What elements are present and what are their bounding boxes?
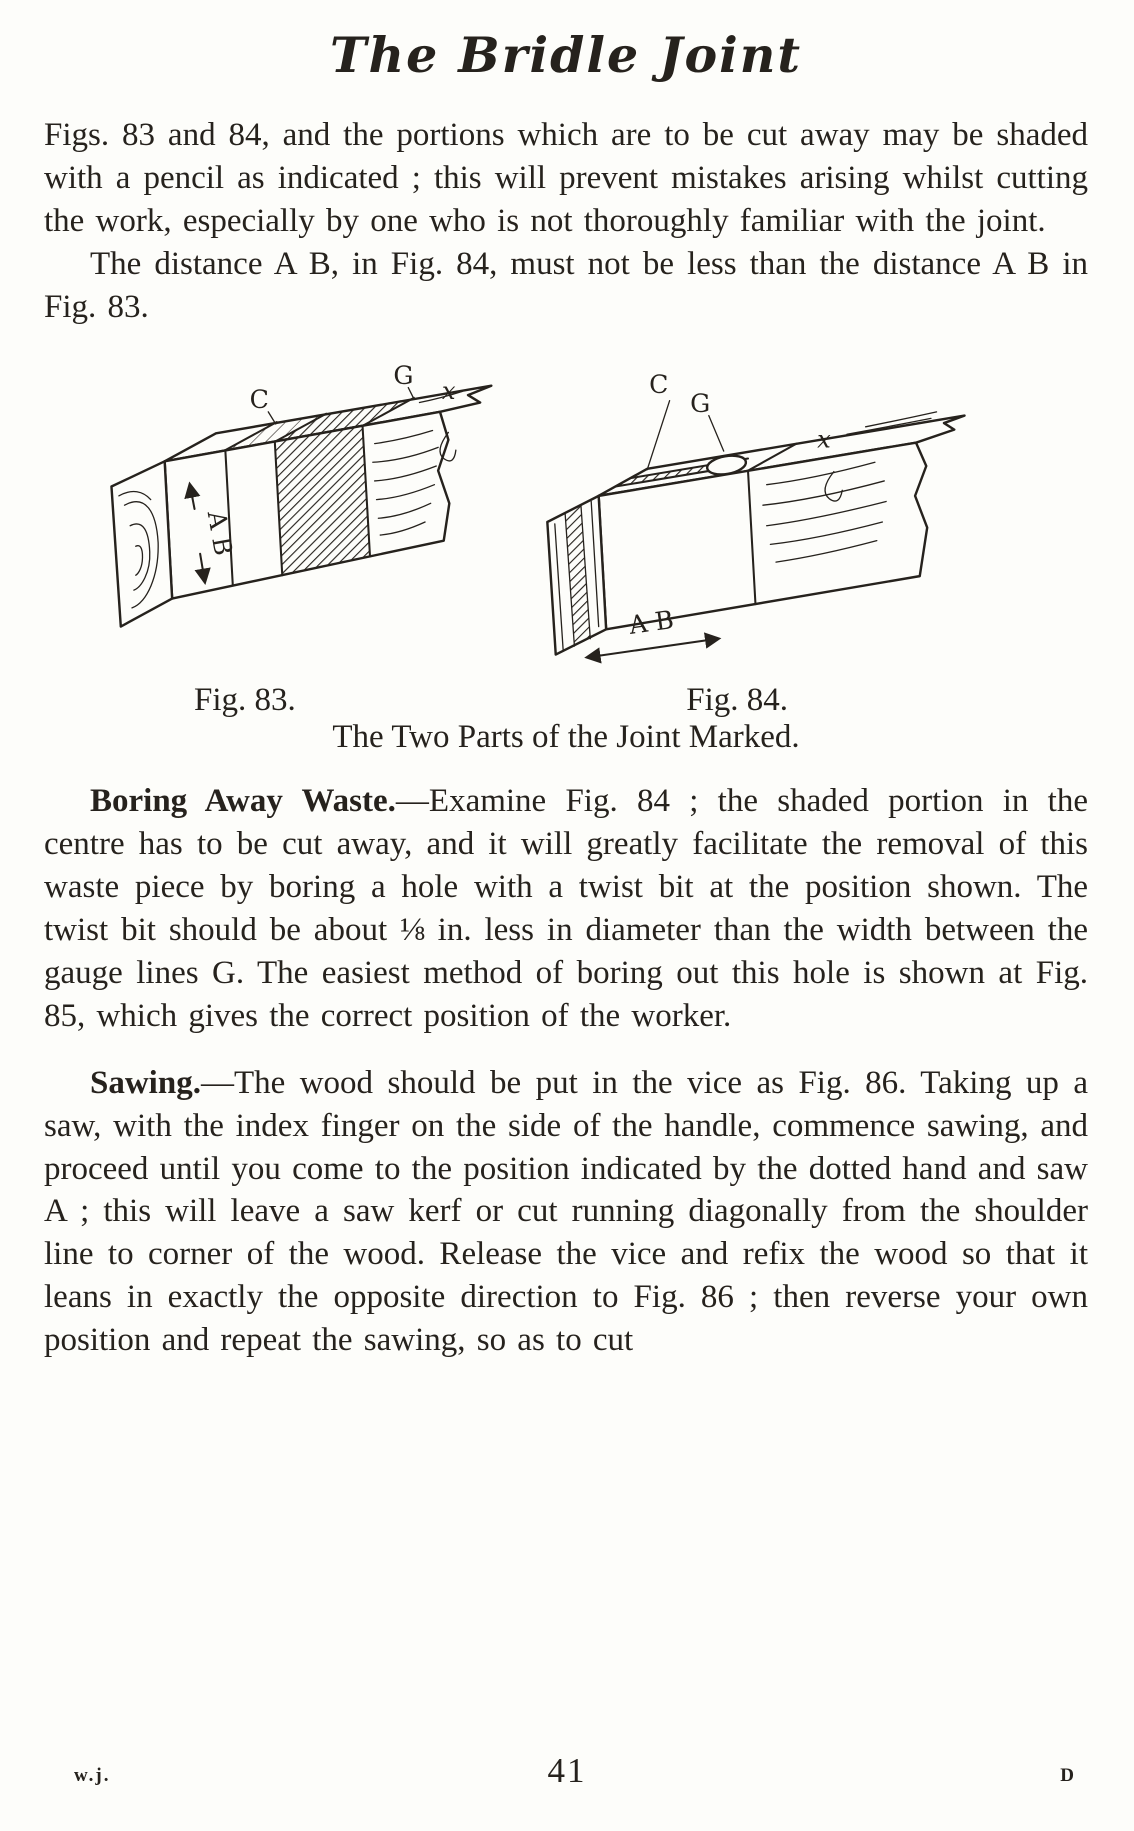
paragraph-boring xyxy=(44,780,1088,1037)
figure-captions xyxy=(44,682,1088,719)
sawing-body: —The wood should be put in the vice as Fig. 86. Taking up a saw, with the index finger on the side of the handle, commence sawing, and proceed until you come to the position indicated by the dotted hand and saw A ; this will leave a saw kerf or cut running diagonally from the shoulder line to corner of the wood. Release the vice and refix the wood so that it leans in exactly the opposite direction to Fig. 86 ; then reverse your own position and repeat the sawing, so as to cut xyxy=(44,1064,1088,1359)
boring-body: —Examine Fig. 84 ; the shaded portion in the centre has to be cut away, and it will greatly facilitate the removal of this waste piece by boring a hole with a twist bit at the position shown. The twist bit should be about ⅛ in. less in diameter than the width between the gauge lines G. The easiest method of boring out this hole is shown at Fig. 85, which gives the correct position of the worker. xyxy=(44,783,1088,1034)
fig83-c-label: C xyxy=(249,385,269,415)
paragraph-intro: Figs. 83 and 84, and the portions which are to be cut away may be shaded with a pencil as indicated ; this will prevent mistakes arising whilst cutting the work, especially by one who is not thoroughly familiar with the joint. xyxy=(44,117,1088,239)
fig83-x-label: x xyxy=(441,376,456,406)
fig84-caption: Fig. 84. xyxy=(686,682,788,719)
joint-figure xyxy=(44,354,1088,756)
fig84-c-label: C xyxy=(649,370,669,400)
footer-signature: w.j. xyxy=(74,1765,111,1786)
page-footer xyxy=(60,1749,1074,1791)
boring-heading: Boring Away Waste. xyxy=(90,783,396,820)
fig83-block xyxy=(111,361,491,627)
paragraph-sawing xyxy=(44,1062,1088,1362)
fig83-caption: Fig. 83. xyxy=(194,682,296,719)
paragraph-distance: The distance A B, in Fig. 84, must not be less than the distance A B in Fig. 83. xyxy=(44,245,1088,325)
sawing-heading: Sawing. xyxy=(90,1064,201,1101)
fig83-waste-shading-front xyxy=(275,426,370,575)
fig84-g-label: G xyxy=(690,389,711,419)
footer-press-letter: D xyxy=(1060,1765,1074,1786)
fig84-x-label: x xyxy=(817,424,831,454)
figure-subcaption: The Two Parts of the Joint Marked. xyxy=(332,719,800,756)
joint-illustration xyxy=(76,354,1056,676)
fig84-ab-arrow xyxy=(587,639,718,658)
fig84-block xyxy=(547,371,964,658)
fig83-ab-label: A B xyxy=(201,509,239,559)
fig83-g-label: G xyxy=(393,361,414,391)
page-title: The Bridle Joint xyxy=(329,26,803,84)
page-number: 41 xyxy=(547,1751,587,1790)
fig84-ab-label: A B xyxy=(627,605,676,641)
